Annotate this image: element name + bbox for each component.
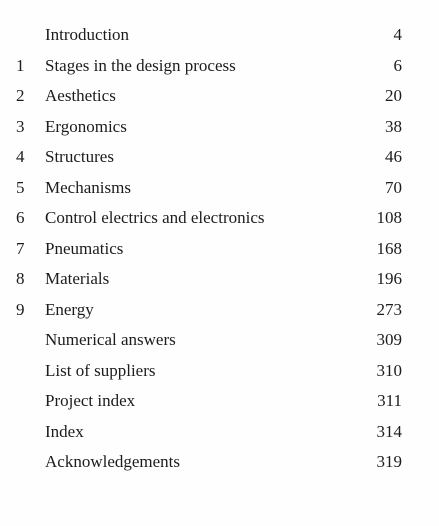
toc-entry-list-of-suppliers xyxy=(0,358,439,389)
chapter-title: Index xyxy=(45,421,84,441)
table-of-contents xyxy=(0,22,439,480)
toc-entry-energy xyxy=(0,297,439,328)
toc-entry-introduction xyxy=(0,22,439,53)
page-number: 20 xyxy=(385,86,402,105)
chapter-title: Mechanisms xyxy=(45,177,131,197)
chapter-number: 9 xyxy=(16,299,25,319)
chapter-number: 6 xyxy=(16,208,25,227)
toc-entry-structures xyxy=(0,144,439,175)
chapter-title: Materials xyxy=(45,269,110,288)
page-number: 38 xyxy=(385,116,402,136)
chapter-number: 3 xyxy=(16,116,25,136)
toc-entry-numerical-answers xyxy=(0,327,439,358)
chapter-title: Energy xyxy=(45,299,94,319)
page-number: 108 xyxy=(376,208,402,227)
chapter-title: Project index xyxy=(45,391,136,410)
page-number: 168 xyxy=(376,238,402,258)
chapter-number: 2 xyxy=(16,86,25,105)
page-number: 309 xyxy=(376,330,402,349)
chapter-title: Introduction xyxy=(45,25,130,44)
toc-entry-project-index xyxy=(0,388,439,419)
page-number: 4 xyxy=(393,25,402,44)
chapter-title: List of suppliers xyxy=(45,360,156,380)
chapter-title: Acknowledgements xyxy=(45,452,181,471)
toc-entry-materials xyxy=(0,266,439,297)
chapter-number: 1 xyxy=(16,55,25,75)
chapter-title: Pneumatics xyxy=(45,238,124,258)
page-number: 314 xyxy=(376,421,402,441)
chapter-title: Control electrics and electronics xyxy=(45,208,265,227)
chapter-title: Ergonomics xyxy=(45,116,127,136)
toc-entry-stages-in-design-process xyxy=(0,53,439,84)
chapter-title: Aesthetics xyxy=(45,86,116,105)
chapter-title: Numerical answers xyxy=(45,330,176,349)
chapter-number: 5 xyxy=(16,177,25,197)
toc-entry-pneumatics xyxy=(0,236,439,267)
page-number: 319 xyxy=(376,452,402,471)
page-number: 46 xyxy=(385,147,402,166)
page-number: 6 xyxy=(393,55,402,75)
chapter-number: 4 xyxy=(16,147,25,166)
toc-entry-mechanisms xyxy=(0,175,439,206)
chapter-number: 8 xyxy=(16,269,25,288)
toc-entry-acknowledgements xyxy=(0,449,439,480)
toc-entry-aesthetics xyxy=(0,83,439,114)
page-number: 310 xyxy=(376,360,402,380)
page-number: 311 xyxy=(377,391,402,410)
toc-entry-ergonomics xyxy=(0,114,439,145)
page-number: 196 xyxy=(376,269,402,288)
toc-entry-index xyxy=(0,419,439,450)
chapter-number: 7 xyxy=(16,238,25,258)
page-number: 70 xyxy=(385,177,402,197)
chapter-title: Stages in the design process xyxy=(45,55,236,75)
chapter-title: Structures xyxy=(45,147,114,166)
toc-entry-control-electrics xyxy=(0,205,439,236)
page-number: 273 xyxy=(376,299,402,319)
